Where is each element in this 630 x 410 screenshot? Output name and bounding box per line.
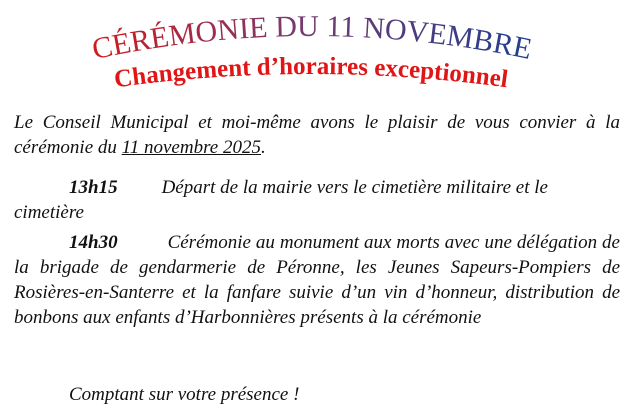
page-subtitle: Changement d’horaires exceptionnel	[112, 52, 510, 94]
intro-period: .	[260, 137, 266, 158]
closing-text: Comptant sur votre présence !	[69, 384, 300, 405]
schedule-item-2	[14, 230, 620, 330]
intro-paragraph	[14, 110, 620, 160]
schedule-text: Cérémonie au monument aux morts avec une délégation de la brigade de gendarmerie de Péronne, les Jeunes Sapeurs-Pompiers de Rosières-en-Santerre et la fanfare suivie d’un vin d’honneur, distribution de bonbons aux enfants d’Harbonnières présents à la cérémonie	[14, 232, 620, 328]
schedule-item-1	[14, 175, 620, 225]
page-title: CÉRÉMONIE DU 11 NOVEMBRE	[89, 9, 535, 66]
schedule-text: Départ de la mairie vers le cimetière militaire et le cimetière	[14, 177, 548, 223]
schedule-time: 14h30	[69, 232, 118, 253]
heading	[0, 0, 630, 100]
closing-line	[14, 382, 620, 407]
intro-text: Le Conseil Municipal et moi-même avons le plaisir de vous convier à la cérémonie du	[14, 112, 620, 158]
schedule-time: 13h15	[69, 177, 118, 198]
heading-art	[0, 0, 630, 100]
ceremony-date: 11 novembre 2025	[121, 137, 261, 158]
